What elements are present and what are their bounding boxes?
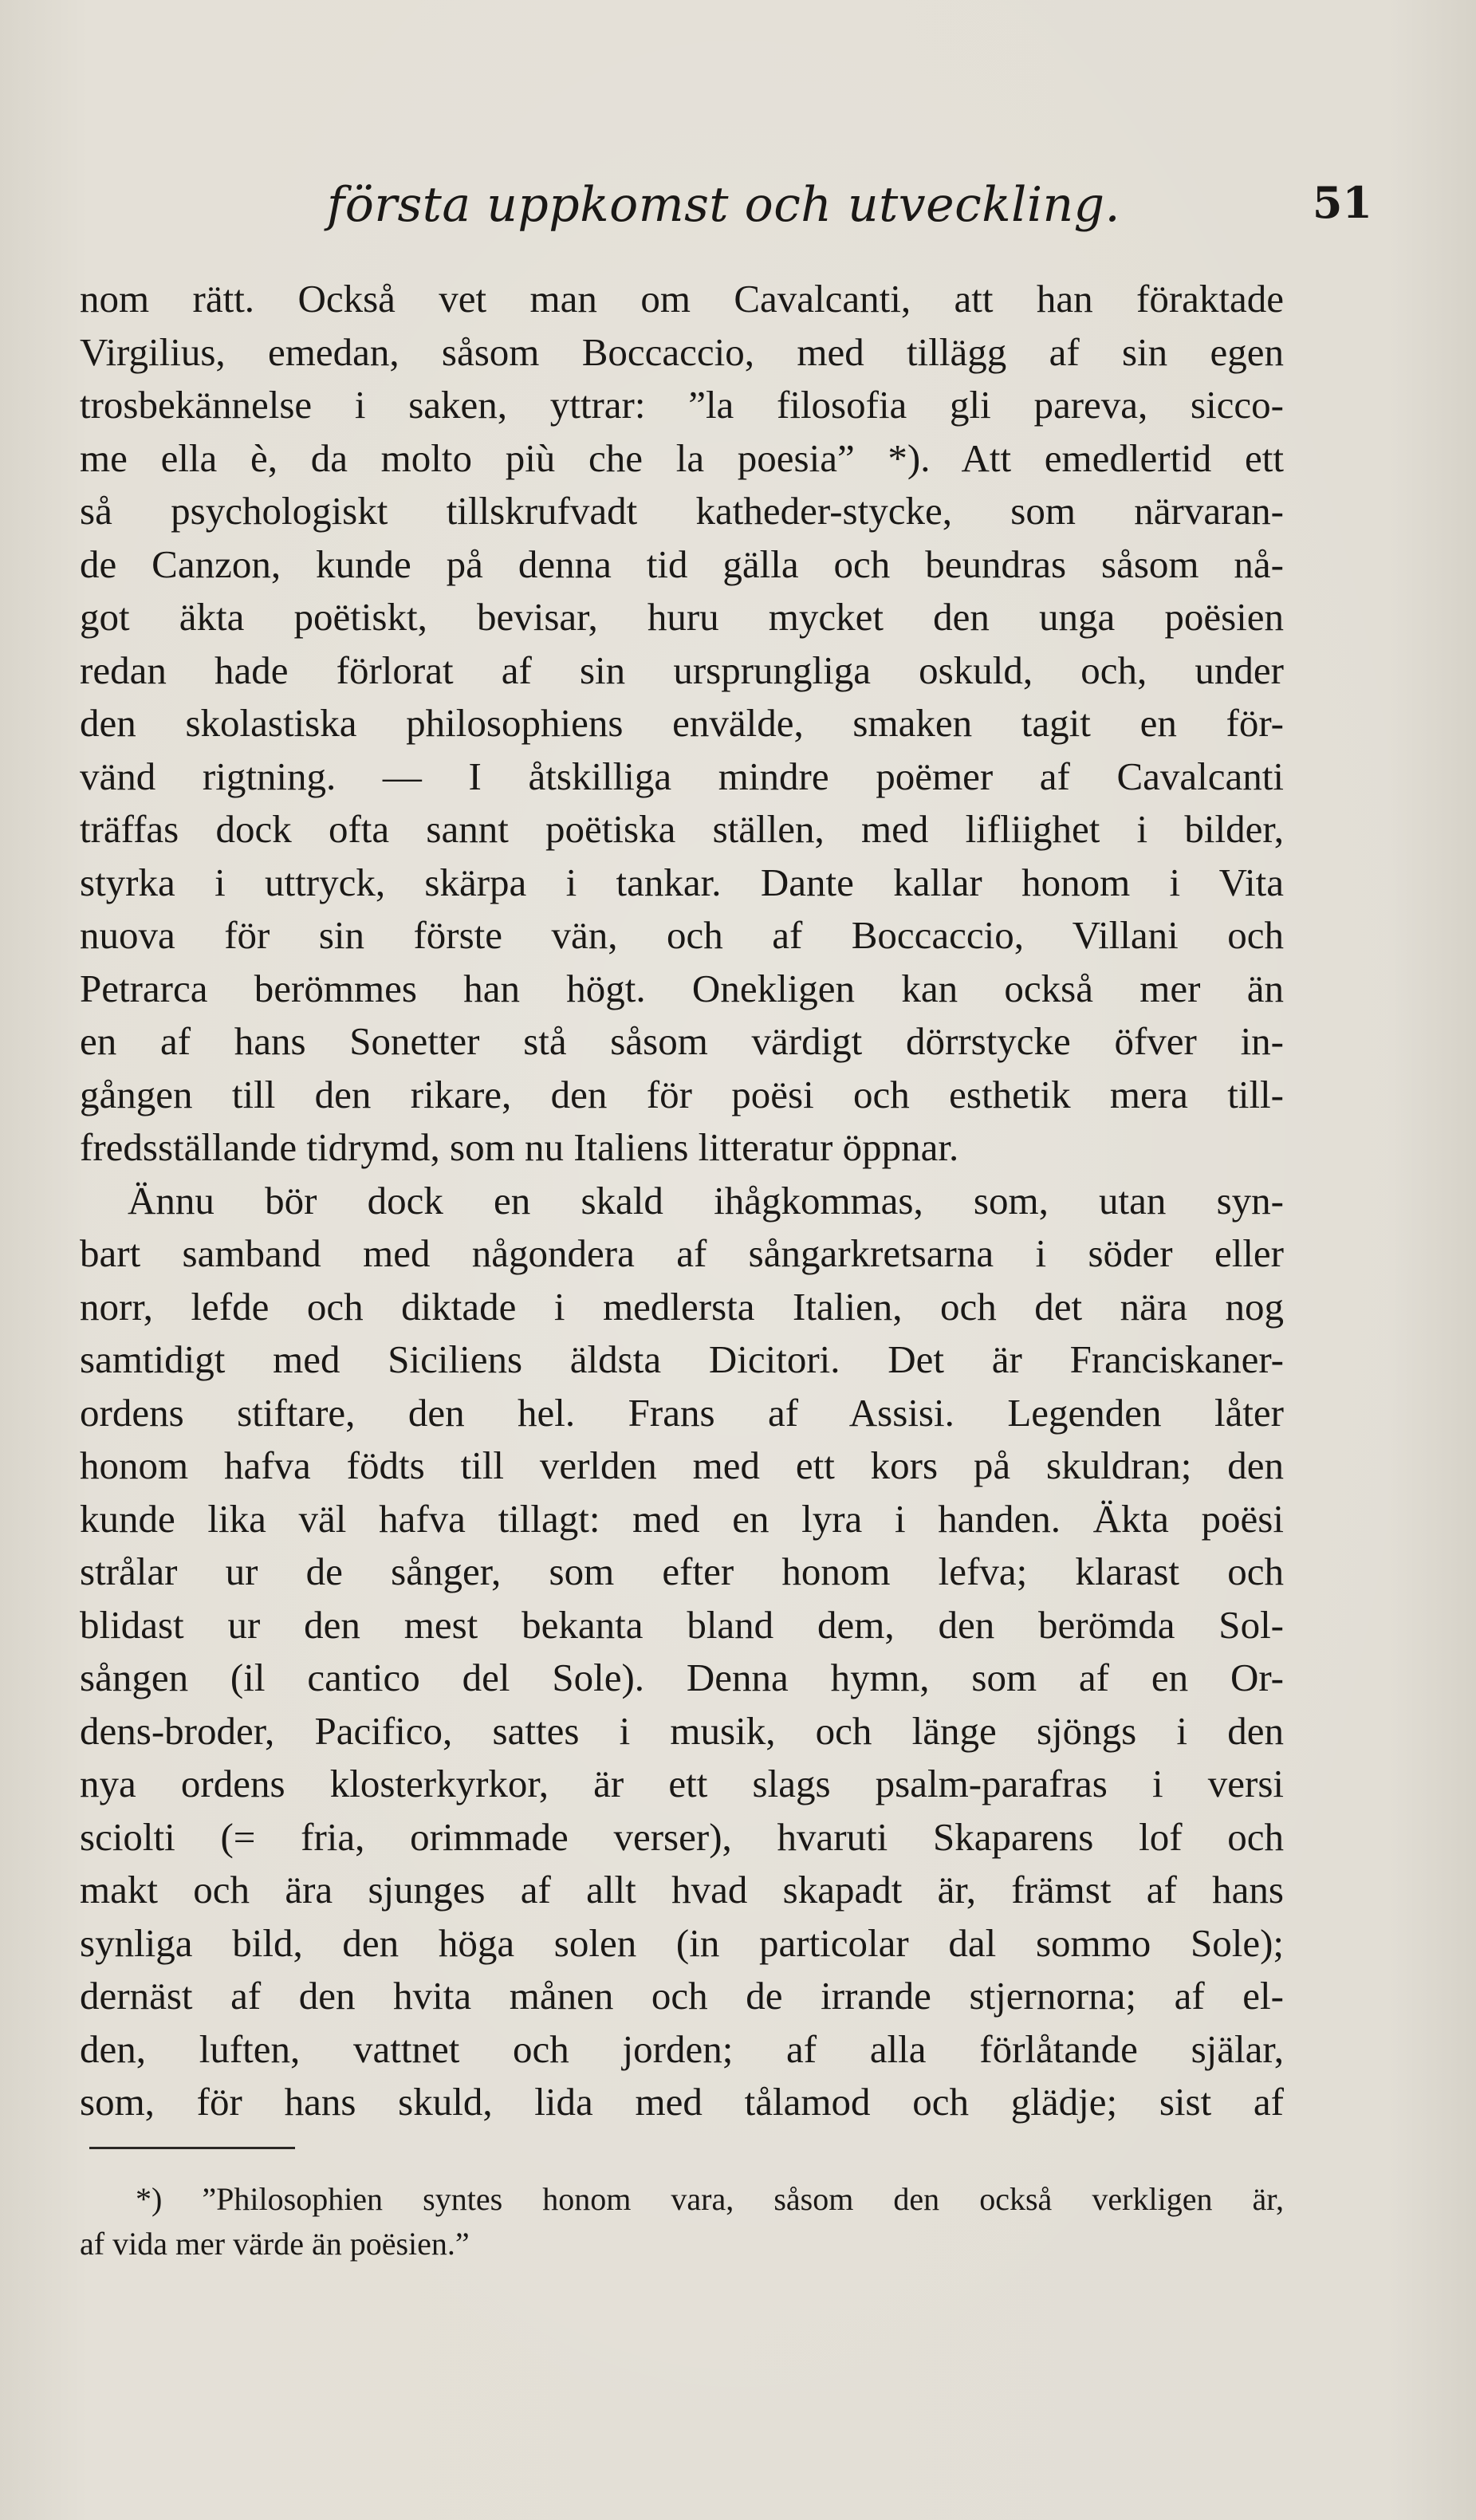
running-title: första uppkomst och utveckling. xyxy=(327,177,1121,233)
page-header xyxy=(80,177,1396,241)
body-text xyxy=(80,273,1284,2129)
text-line: nya ordens klosterkyrkor, är ett slags psalm-parafras i versi xyxy=(80,1762,1284,1805)
text-line: sciolti (= fria, orimmade verser), hvaruti Skaparens lof och xyxy=(80,1814,1284,1859)
text-line: Petrarca berömmes han högt. Onekligen kan också mer än xyxy=(80,966,1284,1010)
text-line: dens-broder, Pacifico, sattes i musik, och länge sjöngs i den xyxy=(80,1708,1284,1753)
text-line: nuova för sin förste vän, och af Boccaccio, Villani och xyxy=(80,913,1284,957)
text-line: den skolastiska philosophiens envälde, smaken tagit en för- xyxy=(80,701,1284,745)
text-line: en af hans Sonetter stå såsom värdigt dörrstycke öfver in- xyxy=(80,1019,1284,1063)
footnote-divider xyxy=(89,2147,295,2149)
text-line: ordens stiftare, den hel. Frans af Assisi. Legenden låter xyxy=(80,1390,1284,1435)
text-line: så psychologiskt tillskrufvadt katheder-stycke, som närvaran- xyxy=(80,489,1284,533)
text-line: got äkta poëtiskt, bevisar, huru mycket den unga poësien xyxy=(80,595,1284,639)
footnote-line: af vida mer värde än poësien.” xyxy=(80,2226,470,2262)
text-line: blidast ur den mest bekanta bland dem, den berömda Sol- xyxy=(80,1602,1284,1647)
text-line: makt och ära sjunges af allt hvad skapadt är, främst af hans xyxy=(80,1868,1284,1912)
text-line: som, för hans skuld, lida med tålamod och glädje; sist af xyxy=(80,2080,1284,2124)
text-line: kunde lika väl hafva tillagt: med en lyra i handen. Äkta poësi xyxy=(80,1496,1284,1541)
text-line: honom hafva födts till verlden med ett kors på skuldran; den xyxy=(80,1443,1284,1487)
text-line: nom rätt. Också vet man om Cavalcanti, att han föraktade xyxy=(80,277,1284,321)
text-line: norr, lefde och diktade i medlersta Italien, och det nära nog xyxy=(80,1284,1284,1329)
text-line: bart samband med någondera af sångarkretsarna i söder eller xyxy=(80,1231,1284,1275)
text-line: redan hade förlorat af sin ursprungliga oskuld, och, under xyxy=(80,648,1284,692)
text-line: fredsställande tidrymd, som nu Italiens litteratur öppnar. xyxy=(80,1125,959,1169)
text-line: Virgilius, emedan, såsom Boccaccio, med tillägg af sin egen xyxy=(80,329,1284,374)
text-line: vänd rigtning. — I åtskilliga mindre poëmer af Cavalcanti xyxy=(80,754,1284,798)
text-line: me ella è, da molto più che la poesia” *). Att emedlertid ett xyxy=(80,435,1284,480)
text-line: styrka i uttryck, skärpa i tankar. Dante kallar honom i Vita xyxy=(80,860,1284,904)
text-line: sången (il cantico del Sole). Denna hymn, som af en Or- xyxy=(80,1656,1284,1699)
text-line: den, luften, vattnet och jorden; af alla förlåtande själar, xyxy=(80,2026,1284,2071)
text-line: samtidigt med Siciliens äldsta Dicitori. Det är Franciskaner- xyxy=(80,1337,1284,1381)
text-line: gången till den rikare, den för poësi och esthetik mera till- xyxy=(80,1072,1284,1116)
text-line: Ännu bör dock en skald ihågkommas, som, utan syn- xyxy=(128,1178,1284,1223)
text-line: de Canzon, kunde på denna tid gälla och beundras såsom nå- xyxy=(80,541,1284,586)
footnote-line: *) ”Philosophien syntes honom vara, såsom den också verkligen är, xyxy=(136,2181,1284,2217)
text-line: träffas dock ofta sannt poëtiska ställen, med lifliighet i bilder, xyxy=(80,807,1284,851)
page-number: 51 xyxy=(1312,177,1372,228)
text-line: trosbekännelse i saken, yttrar: ”la filosofia gli pareva, sicco- xyxy=(80,383,1284,427)
footnote xyxy=(80,2177,1284,2266)
text-line: strålar ur de sånger, som efter honom lefva; klarast och xyxy=(80,1549,1284,1593)
text-line: dernäst af den hvita månen och de irrande stjernorna; af el- xyxy=(80,1974,1284,2018)
text-line: synliga bild, den höga solen (in particolar dal sommo Sole); xyxy=(80,1920,1284,1965)
